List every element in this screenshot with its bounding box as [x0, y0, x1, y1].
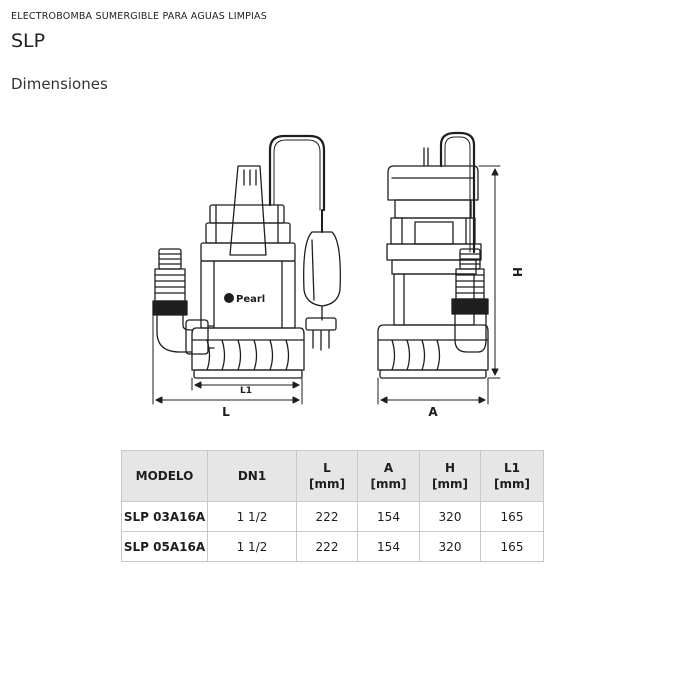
page-title: SLP: [11, 30, 46, 52]
pump-side-view: [378, 133, 488, 378]
side-dimensions: [378, 166, 500, 404]
header-a: A [mm]: [358, 451, 420, 502]
cell-l1: 165: [481, 502, 544, 532]
cell-a: 154: [358, 532, 420, 562]
table-row: [122, 532, 544, 562]
header-l: L [mm]: [297, 451, 358, 502]
pump-front-view: [153, 136, 340, 378]
brand-logo: Pearl: [236, 294, 266, 305]
dimension-label-a: A: [428, 405, 438, 419]
cell-modelo: SLP 03A16A: [122, 502, 208, 532]
cell-h: 320: [420, 502, 481, 532]
header-modelo: MODELO: [122, 451, 208, 502]
cell-a: 154: [358, 502, 420, 532]
cell-h: 320: [420, 532, 481, 562]
dimension-label-h: H: [510, 266, 524, 278]
table-header-row: [122, 451, 544, 502]
header-l1: L1 [mm]: [481, 451, 544, 502]
cell-dn1: 1 1/2: [208, 532, 297, 562]
cell-l: 222: [297, 502, 358, 532]
section-title: Dimensiones: [11, 75, 108, 93]
header-dn1: DN1: [208, 451, 297, 502]
cell-modelo: SLP 05A16A: [122, 532, 208, 562]
cell-l: 222: [297, 532, 358, 562]
header-h: H [mm]: [420, 451, 481, 502]
table-row: [122, 502, 544, 532]
dimension-label-l1: L1: [240, 386, 252, 396]
specs-table: [121, 450, 544, 562]
dimension-label-l: L: [222, 405, 230, 419]
front-dimensions: [153, 310, 302, 404]
cell-dn1: 1 1/2: [208, 502, 297, 532]
product-category: ELECTROBOMBA SUMERGIBLE PARA AGUAS LIMPIAS: [11, 11, 267, 22]
cell-l1: 165: [481, 532, 544, 562]
